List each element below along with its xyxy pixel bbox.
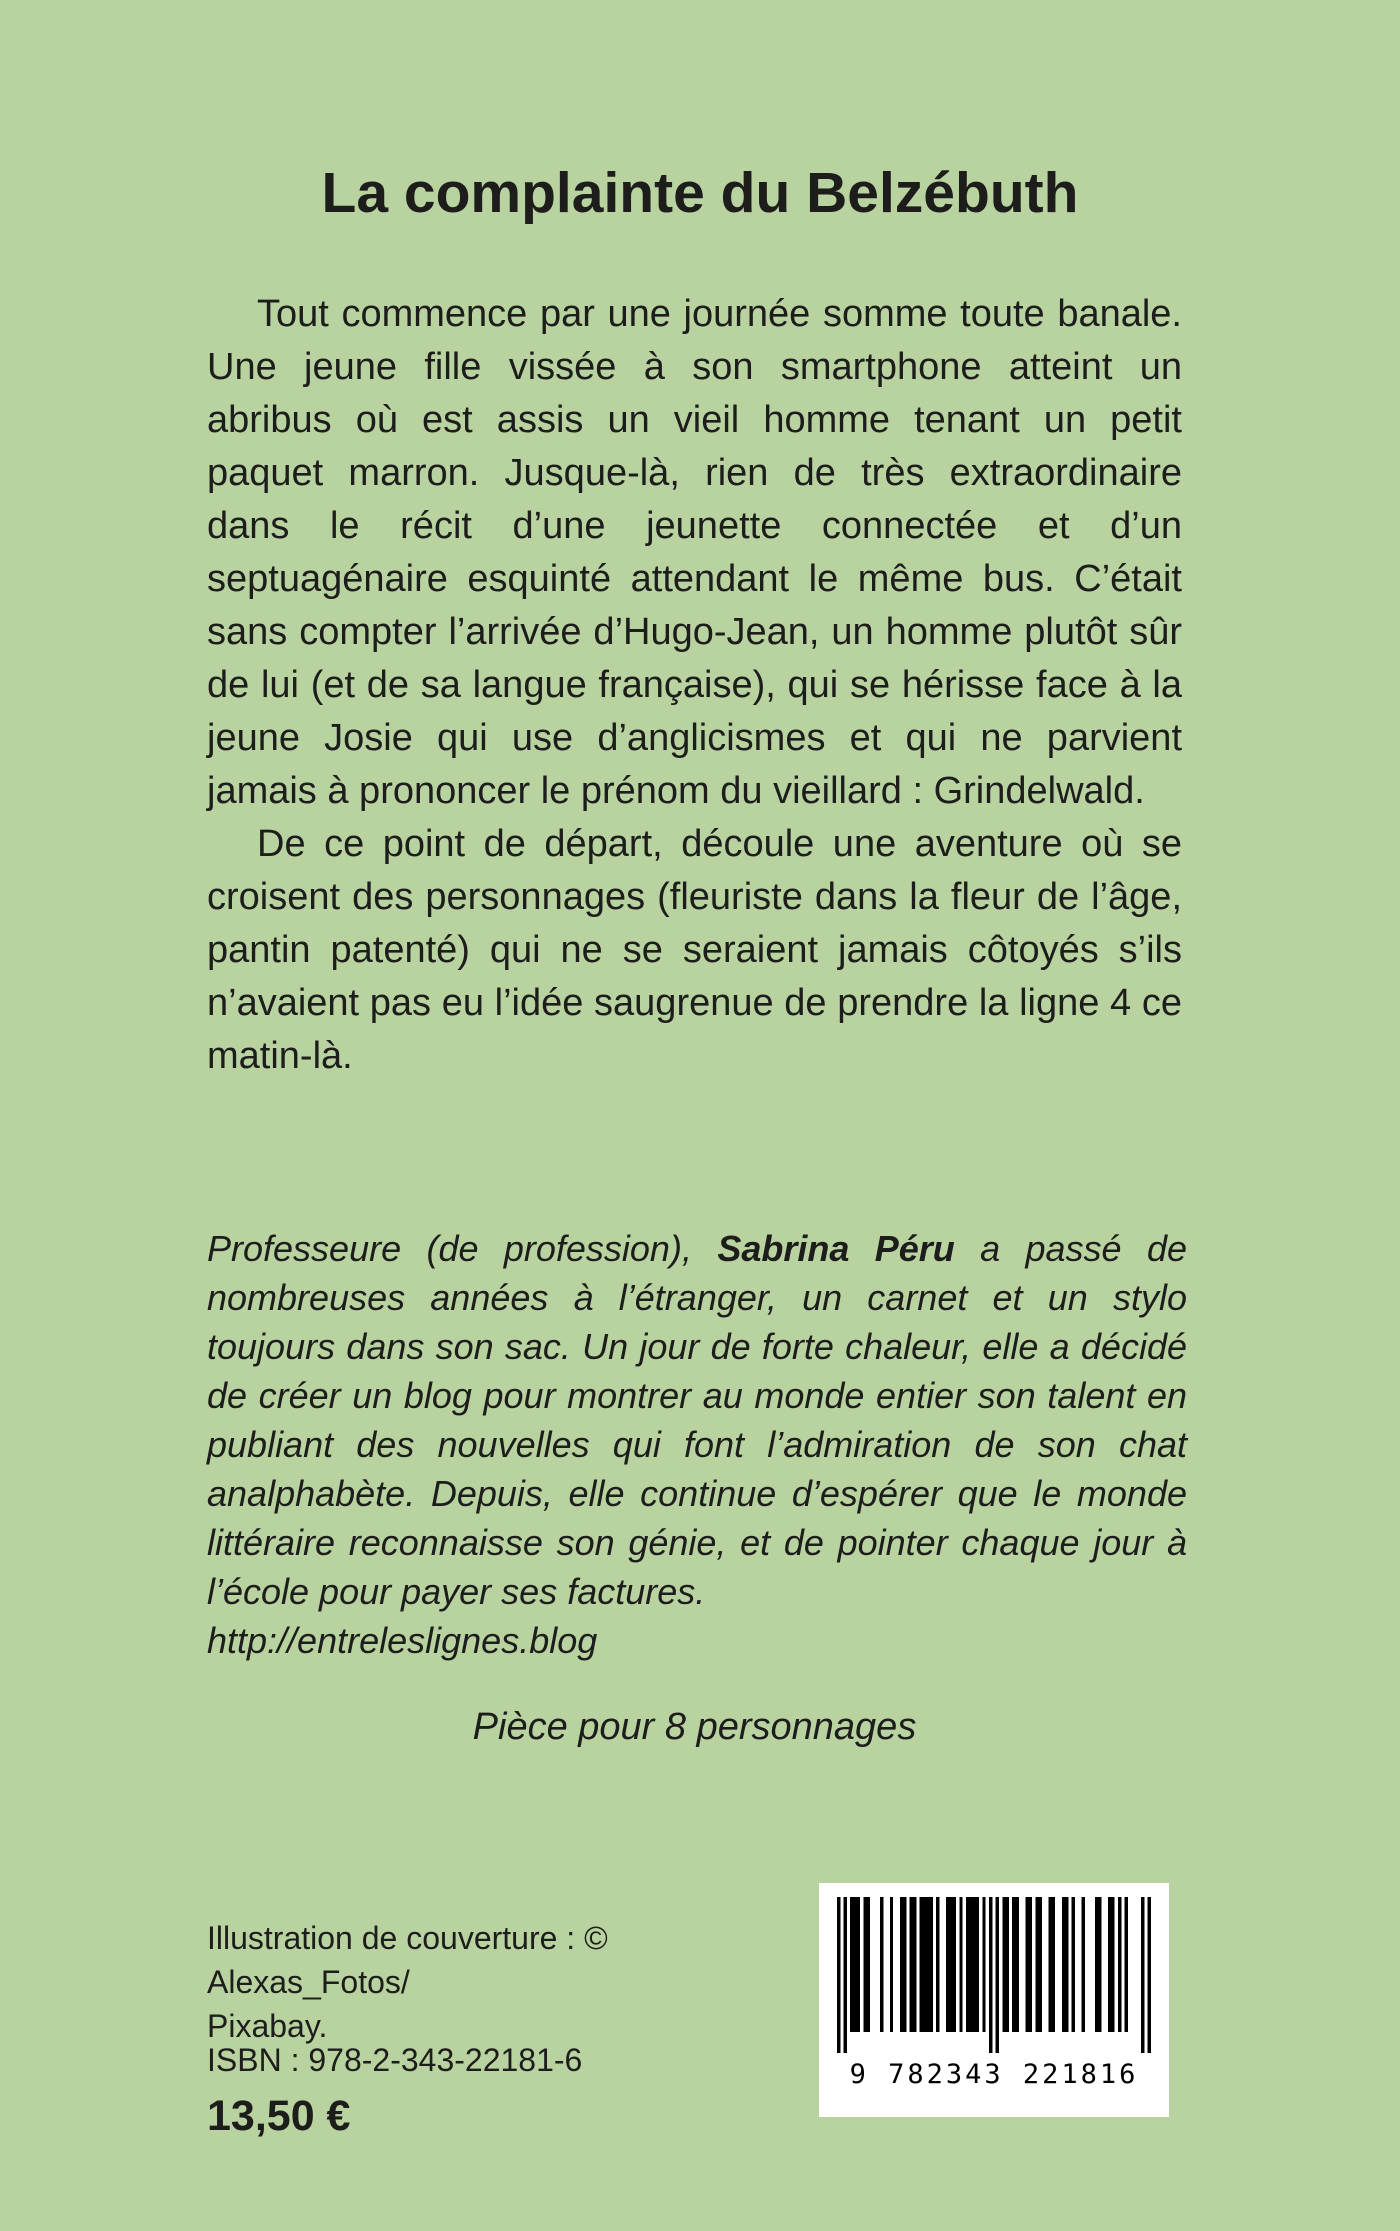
ean13-barcode — [837, 1897, 1151, 2053]
illustration-credit — [207, 1916, 787, 2048]
synopsis-block — [207, 288, 1182, 1083]
barcode-digits: 9 782343 221816 — [849, 2059, 1139, 2090]
book-title: La complainte du Belzébuth — [321, 161, 1079, 226]
price-text: 13,50 € — [207, 2092, 351, 2140]
author-name: Sabrina Péru — [717, 1228, 955, 1269]
isbn-text: ISBN : 978-2-343-22181-6 — [207, 2042, 583, 2078]
bio-text-before-name: Professeure (de profession), — [207, 1228, 718, 1269]
bio-text-after-name: a passé de nombreuses années à l’étranger, un carnet et un stylo toujours dans son sac. Un jour de forte chaleur, elle a décidé de créer un blog pour montrer au monde entier son talent en publiant des nouvelles qui font l’admiration de son chat analphabète. Depuis, elle continue d’espérer que le monde littéraire reconnaisse son génie, et de pointer chaque jour à l’école pour payer ses factures. — [207, 1228, 1187, 1612]
synopsis-paragraph-2: De ce point de départ, découle une aventure où se croisent des personnages (fleuriste dans la fleur de l’âge, pantin patenté) qui ne se seraient jamais côtoyés s’ils n’avaient pas eu l’idée saugrenue de prendre la ligne 4 ce matin-là. — [207, 823, 1182, 1077]
illustration-credit-line-2: Pixabay. — [207, 2008, 328, 2044]
piece-info: Pièce pour 8 personnages — [472, 1706, 917, 1748]
author-bio-block — [207, 1224, 1187, 1665]
author-bio — [207, 1224, 1187, 1616]
barcode-box — [819, 1883, 1169, 2117]
synopsis-paragraph-1: Tout commence par une journée somme toute banale. Une jeune fille vissée à son smartphone atteint un abribus où est assis un vieil homme tenant un petit paquet marron. Jusque-là, rien de très extraordinaire dans le récit d’une jeunette connectée et d’un septuagénaire esquinté attendant le même bus. C’était sans compter l’arrivée d’Hugo-Jean, un homme plutôt sûr de lui (et de sa langue française), qui se hérisse face à la jeune Josie qui use d’anglicismes et qui ne parvient jamais à prononcer le prénom du vieillard : Grindelwald. — [207, 293, 1182, 812]
illustration-credit-line-1: Illustration de couverture : © Alexas_Fotos/ — [207, 1920, 608, 2000]
author-blog-url: http://entreleslignes.blog — [207, 1620, 598, 1661]
